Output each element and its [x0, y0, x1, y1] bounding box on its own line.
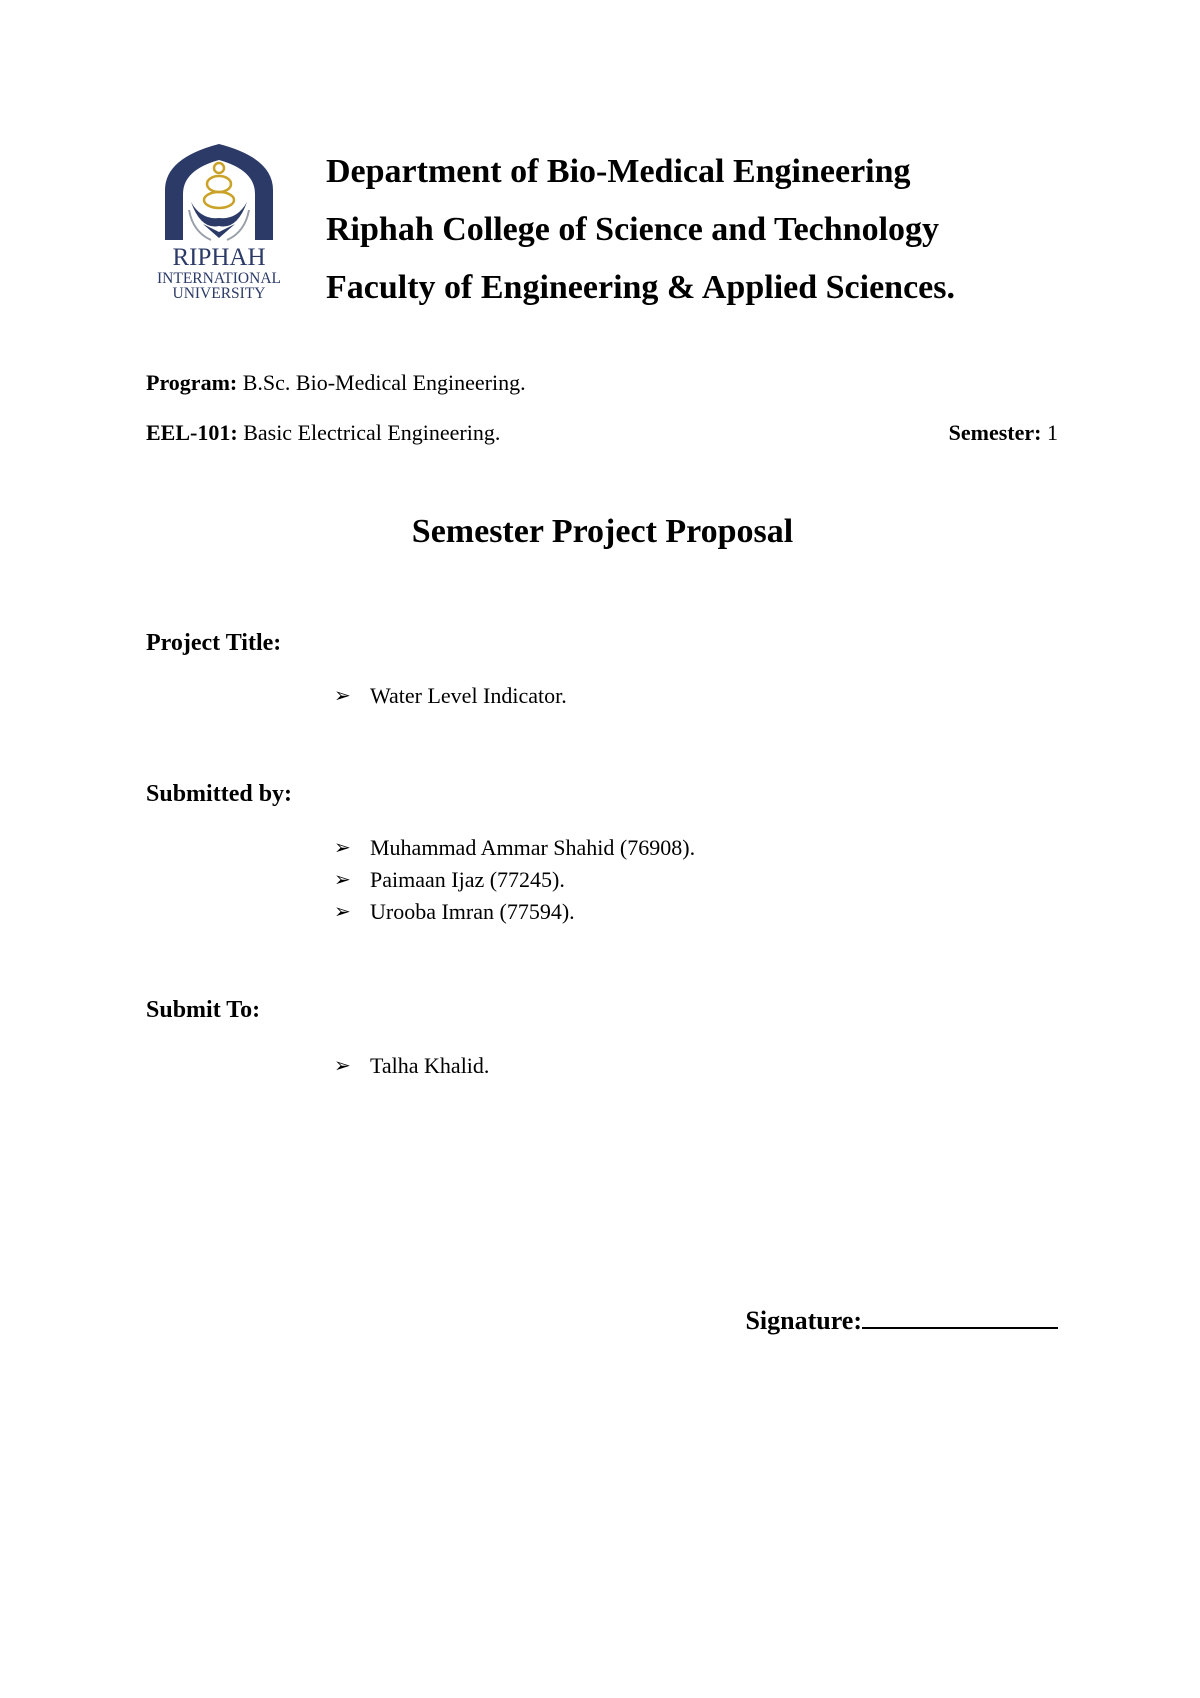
submit-to-list — [334, 1050, 489, 1082]
course-line — [146, 420, 500, 446]
submit-to-label: Submit To: — [146, 997, 261, 1023]
riphah-crest-icon — [145, 140, 313, 308]
list-item: ➢ Paimaan Ijaz (77245). — [334, 864, 695, 896]
svg-text:INTERNATIONAL: INTERNATIONAL — [157, 270, 281, 287]
arrowhead-bullet-icon: ➢ — [334, 685, 351, 707]
arrowhead-bullet-icon: ➢ — [334, 901, 351, 923]
list-item: ➢ Water Level Indicator. — [334, 680, 567, 712]
course-name: Basic Electrical Engineering. — [237, 420, 501, 445]
program-label: Program: — [146, 370, 238, 395]
submitted-by-list — [334, 832, 695, 928]
program-line — [146, 370, 526, 396]
program-value: B.Sc. Bio-Medical Engineering. — [237, 370, 526, 395]
university-logo — [145, 140, 313, 308]
institution-header — [326, 143, 955, 317]
faculty-heading: Faculty of Engineering & Applied Sciences. — [326, 269, 955, 306]
list-item: ➢ Urooba Imran (77594). — [334, 896, 695, 928]
signature-label: Signature: — [745, 1306, 862, 1335]
svg-text:UNIVERSITY: UNIVERSITY — [172, 285, 266, 302]
list-item: ➢ Muhammad Ammar Shahid (76908). — [334, 832, 695, 864]
project-title-label: Project Title: — [146, 630, 282, 656]
department-heading: Department of Bio-Medical Engineering — [326, 153, 911, 190]
list-item: ➢ Talha Khalid. — [334, 1050, 489, 1082]
svg-text:RIPHAH: RIPHAH — [172, 244, 266, 271]
document-title: Semester Project Proposal — [411, 513, 794, 550]
signature-field — [745, 1305, 1058, 1336]
submitted-by-label: Submitted by: — [146, 781, 293, 807]
semester-label: Semester: — [948, 420, 1042, 445]
project-title-list — [334, 680, 567, 712]
semester-value: 1 — [1041, 420, 1058, 445]
course-code: EEL-101: — [146, 420, 238, 445]
arrowhead-bullet-icon: ➢ — [334, 869, 351, 891]
arrowhead-bullet-icon: ➢ — [334, 1055, 351, 1077]
signature-line — [862, 1305, 1058, 1329]
college-heading: Riphah College of Science and Technology — [326, 211, 940, 248]
semester-line — [949, 420, 1058, 446]
arrowhead-bullet-icon: ➢ — [334, 837, 351, 859]
